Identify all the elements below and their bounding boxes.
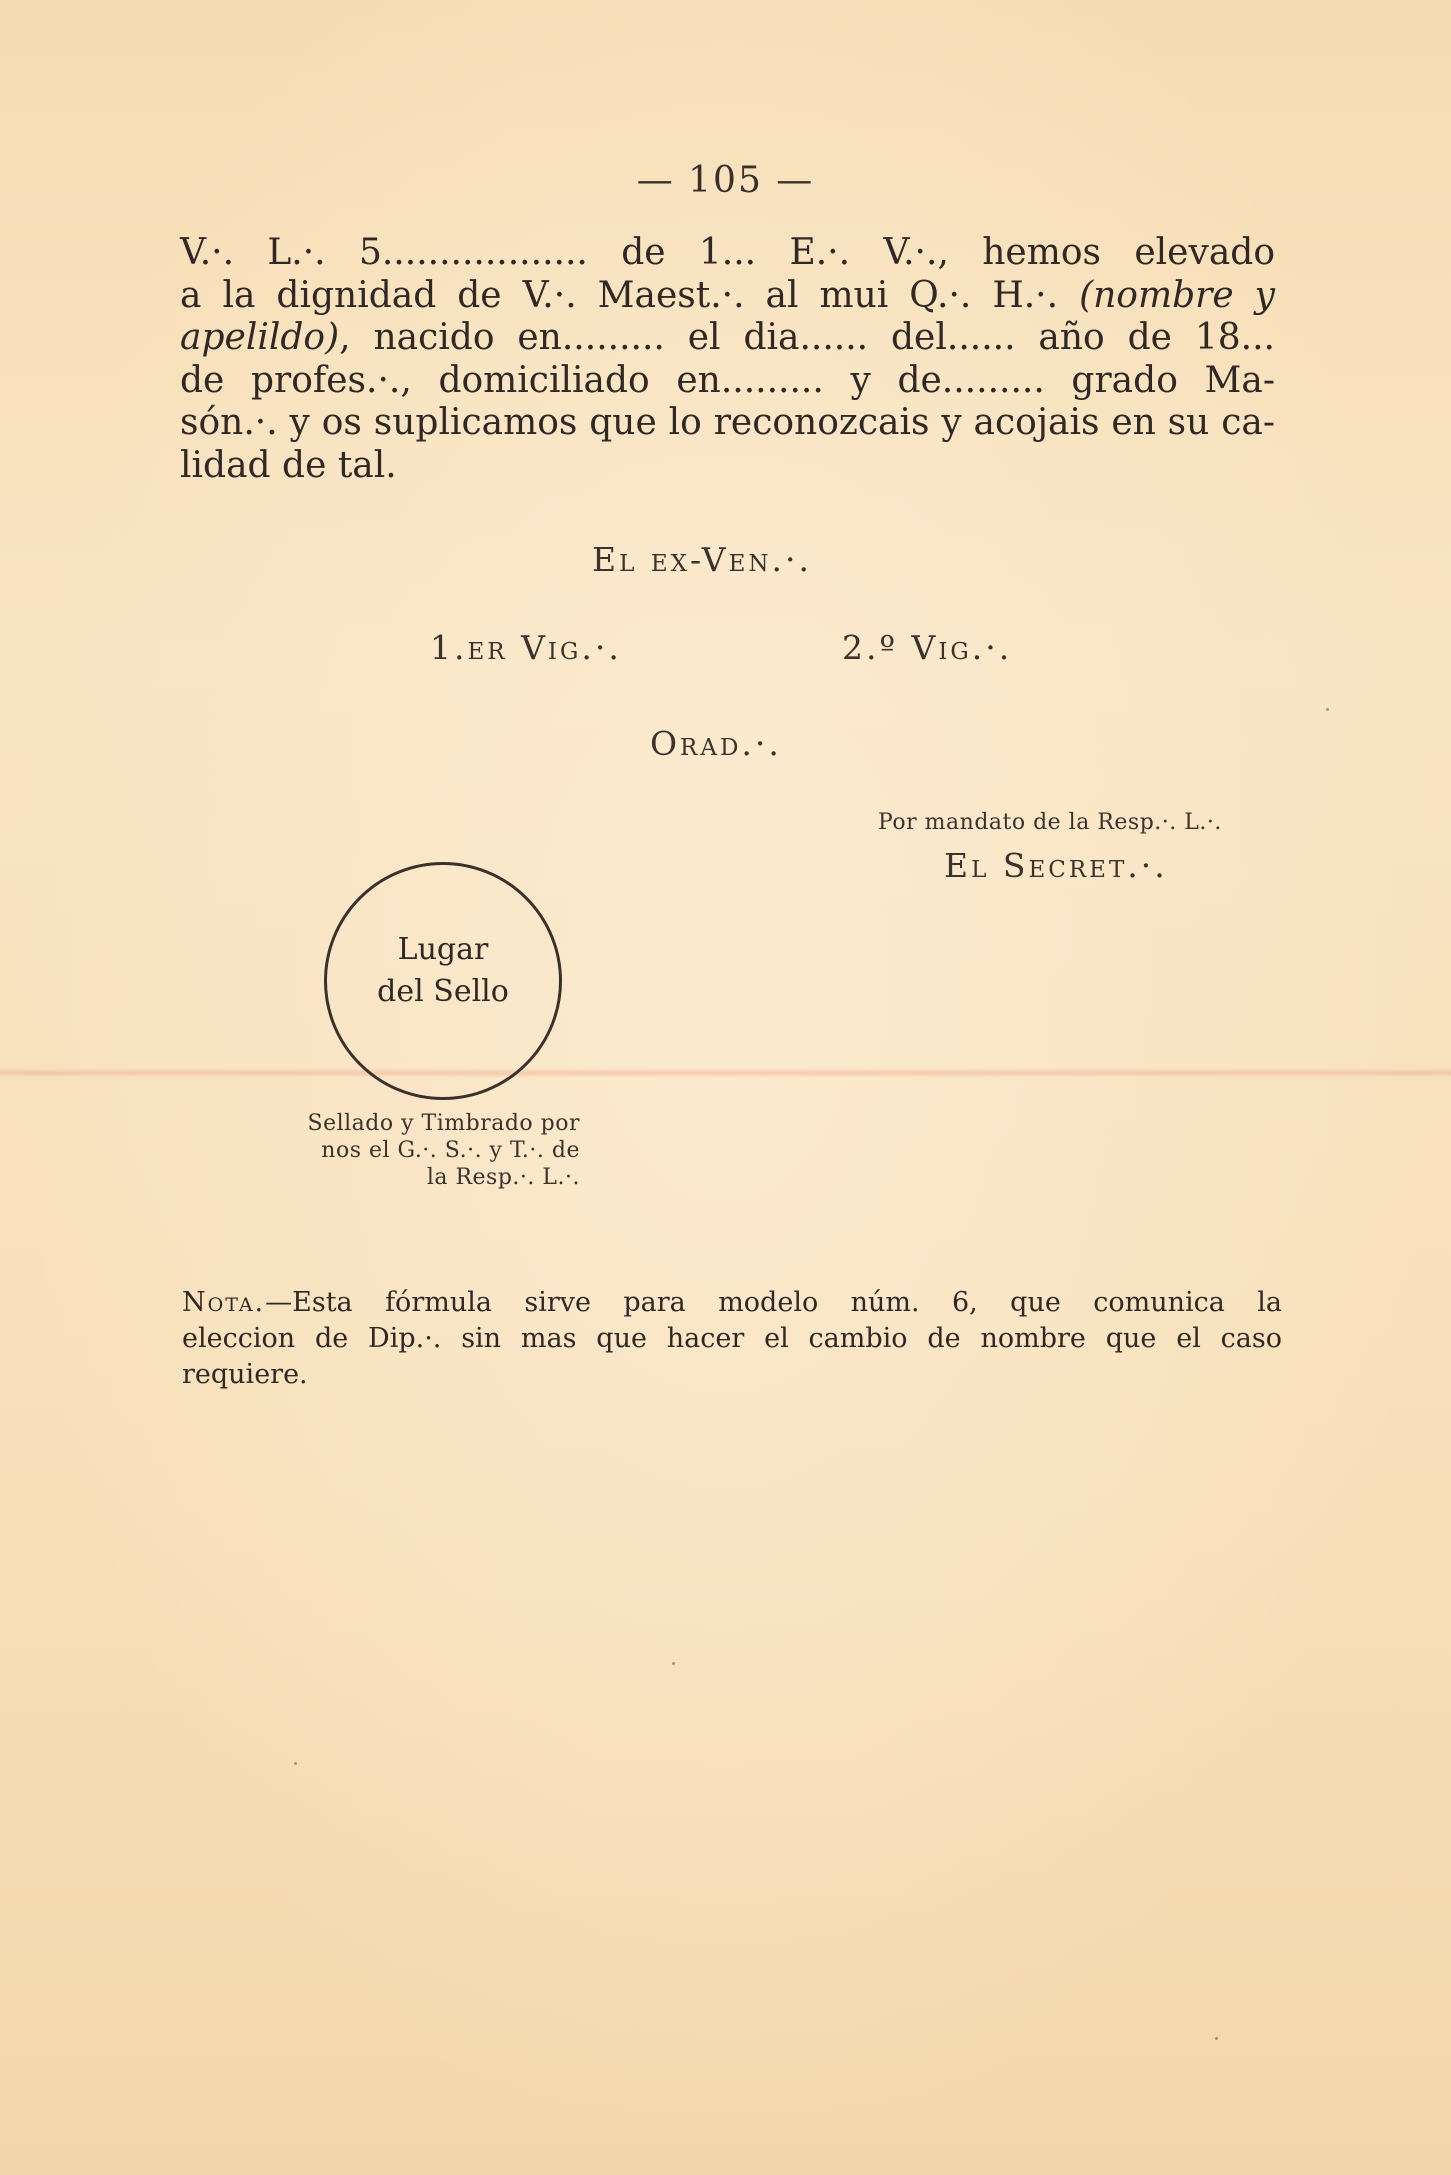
- footnote: [182, 1285, 1282, 1393]
- body-line-3: [180, 317, 1275, 360]
- footnote-line-1-text: —Esta fórmula sirve para modelo núm. 6, que comunica la: [265, 1287, 1282, 1318]
- page-number: — 105 —: [636, 160, 815, 201]
- body-line-4: de profes.·., domiciliado en......... y de......... grado Ma-: [180, 359, 1275, 401]
- footnote-line-1: [182, 1285, 1282, 1321]
- body-line-1: V.·. L.·. 5.................. de 1... E.·. V.·., hemos elevado: [180, 232, 1275, 273]
- paper-fold-line: [0, 1068, 1451, 1078]
- sealed-note-line-1: Sellado y Timbrado por: [307, 1111, 580, 1136]
- mandate-line: Por mandato de la Resp.·. L.·.: [878, 810, 1222, 835]
- body-line-2-text: a la dignidad de V.·. Maest.·. al mui Q.·. H.·.: [180, 274, 1080, 316]
- body-line-2-italic: (nombre y: [1079, 274, 1275, 316]
- signature-orator: Orad.·.: [650, 724, 782, 763]
- body-line-3-italic: apelildo): [180, 317, 340, 358]
- signature-second-vigilant: 2.º Vig.·.: [842, 628, 1013, 667]
- seal-text-line-2: del Sello: [377, 974, 509, 1009]
- paper-speck: [672, 1662, 675, 1665]
- signature-first-vigilant: 1.er Vig.·.: [430, 628, 622, 667]
- seal-text-line-1: Lugar: [397, 932, 489, 967]
- body-line-5: són.·. y os suplicamos que lo reconozcais y acojais en su ca-: [180, 402, 1275, 443]
- seal-placeholder-text: [324, 929, 562, 1013]
- sealed-stamped-note: [240, 1110, 580, 1191]
- body-line-2: [180, 275, 1275, 318]
- footnote-line-3: requiere.: [182, 1359, 308, 1390]
- signature-ex-venerable: El ex-Ven.·.: [592, 540, 812, 579]
- form-body-text: [180, 232, 1275, 487]
- paper-speck: [294, 1762, 297, 1765]
- paper-speck: [1326, 708, 1329, 711]
- body-line-6: lidad de tal.: [180, 444, 397, 486]
- paper-speck: [1215, 2037, 1218, 2040]
- footnote-line-2: eleccion de Dip.·. sin mas que hacer el cambio de nombre que el caso: [182, 1323, 1282, 1354]
- sealed-note-line-3: la Resp.·. L.·.: [426, 1165, 580, 1190]
- sealed-note-line-2: nos el G.·. S.·. y T.·. de: [321, 1138, 580, 1163]
- body-line-3-text: , nacido en......... el dia...... del...... año de 18...: [339, 317, 1275, 358]
- signature-secretary: El Secret.·.: [944, 846, 1168, 885]
- footnote-label: Nota.: [182, 1287, 266, 1318]
